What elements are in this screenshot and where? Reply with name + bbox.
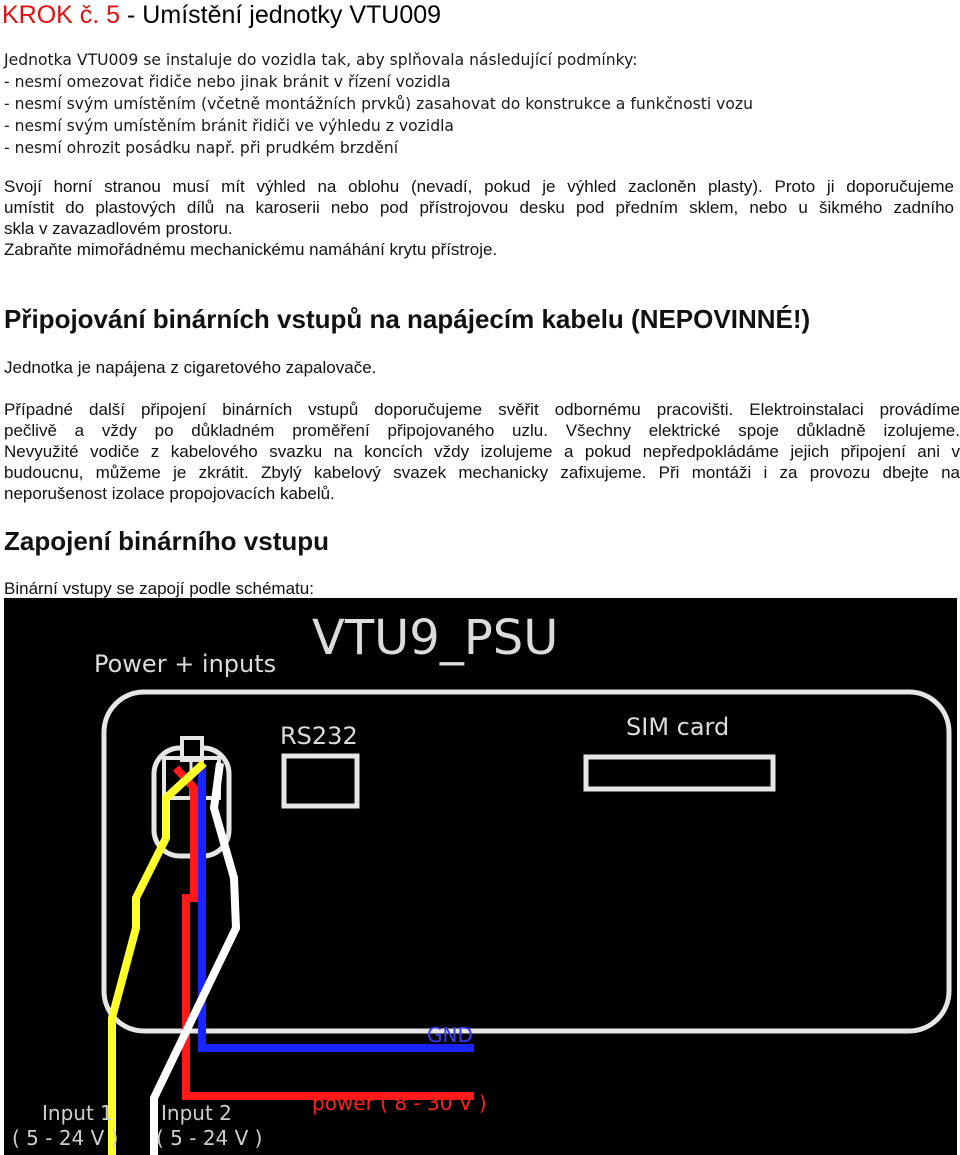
condition-item: - nesmí svým umístěním (včetně montážních prvků) zasahovat do konstrukce a funkčnosti vozu [4, 95, 753, 113]
placement-line: Svojí horní stranou musí mít výhled na oblohu (nevadí, pokud je výhled zacloněn plasty). Proto ji doporučujeme [4, 177, 954, 196]
connection-line: neporušenost izolace propojovacích kabelů. [4, 484, 335, 503]
condition-item: - nesmí omezovat řidiče nebo jinak bránit v řízení vozidla [4, 73, 451, 91]
connection-line: Případné další připojení binárních vstupů doporučujeme svěřit odbornému pracovišti. Elektroinstalaci provádíme [4, 400, 960, 419]
diagram-caption: Binární vstupy se zapojí podle schématu: [4, 579, 314, 598]
diagram-title: VTU9_PSU [312, 610, 559, 666]
input2-range: ( 5 - 24 V ) [156, 1126, 263, 1150]
conditions-intro: Jednotka VTU009 se instaluje do vozidla tak, aby splňovala následující podmínky: [4, 51, 638, 69]
section-title-wiring: Zapojení binárního vstupu [4, 526, 329, 556]
section-title-binary-inputs: Připojování binárních vstupů na napájecím kabelu (NEPOVINNÉ!) [4, 304, 811, 334]
step-number: KROK č. 5 [2, 1, 121, 29]
placement-paragraph [4, 176, 954, 260]
input2-label: Input 2 [161, 1101, 232, 1125]
connection-paragraph [4, 399, 960, 504]
wiring-diagram [4, 598, 957, 1155]
gnd-label: GND [427, 1023, 473, 1047]
placement-warning: Zabraňte mimořádnému mechanickému namáhání krytu přístroje. [4, 240, 498, 259]
input1-range: ( 5 - 24 V ) [12, 1126, 119, 1150]
condition-item: - nesmí svým umístěním bránit řidiči ve výhledu z vozidla [4, 117, 454, 135]
connection-line: pečlivě a vždy po důkladném proměření připojovaného uzlu. Všechny elektrické spoje důkladně izolujeme. [4, 421, 960, 440]
step-title: - Umístění jednotky VTU009 [120, 1, 442, 29]
placement-line: umístit do plastových dílů na karoserii nebo pod přístrojovou desku pod předním sklem, nebo u šikmého zadního [4, 198, 954, 217]
rs232-label: RS232 [280, 722, 358, 750]
connection-line: Nevyužité vodiče z kabelového svazku na koncích vždy izolujeme a pokud nepředpokládáme jejich připojení ani v [4, 442, 960, 461]
sim-card-label: SIM card [626, 713, 730, 741]
power-note: Jednotka je napájena z cigaretového zapalovače. [4, 358, 377, 377]
page-title [2, 0, 441, 30]
connection-line: budoucnu, můžeme je zkrátit. Zbylý kabelový svazek mechanicky zafixujeme. Při montáži i za provozu dbejte na [4, 463, 960, 482]
input1-label: Input 1 [42, 1101, 113, 1125]
placement-line: skla v zavazadlovém prostoru. [4, 219, 233, 238]
power-label: power ( 8 - 30 V ) [312, 1091, 487, 1115]
power-inputs-label: Power + inputs [94, 650, 277, 678]
condition-item: - nesmí ohrozit posádku např. při prudkém brzdění [4, 139, 399, 157]
